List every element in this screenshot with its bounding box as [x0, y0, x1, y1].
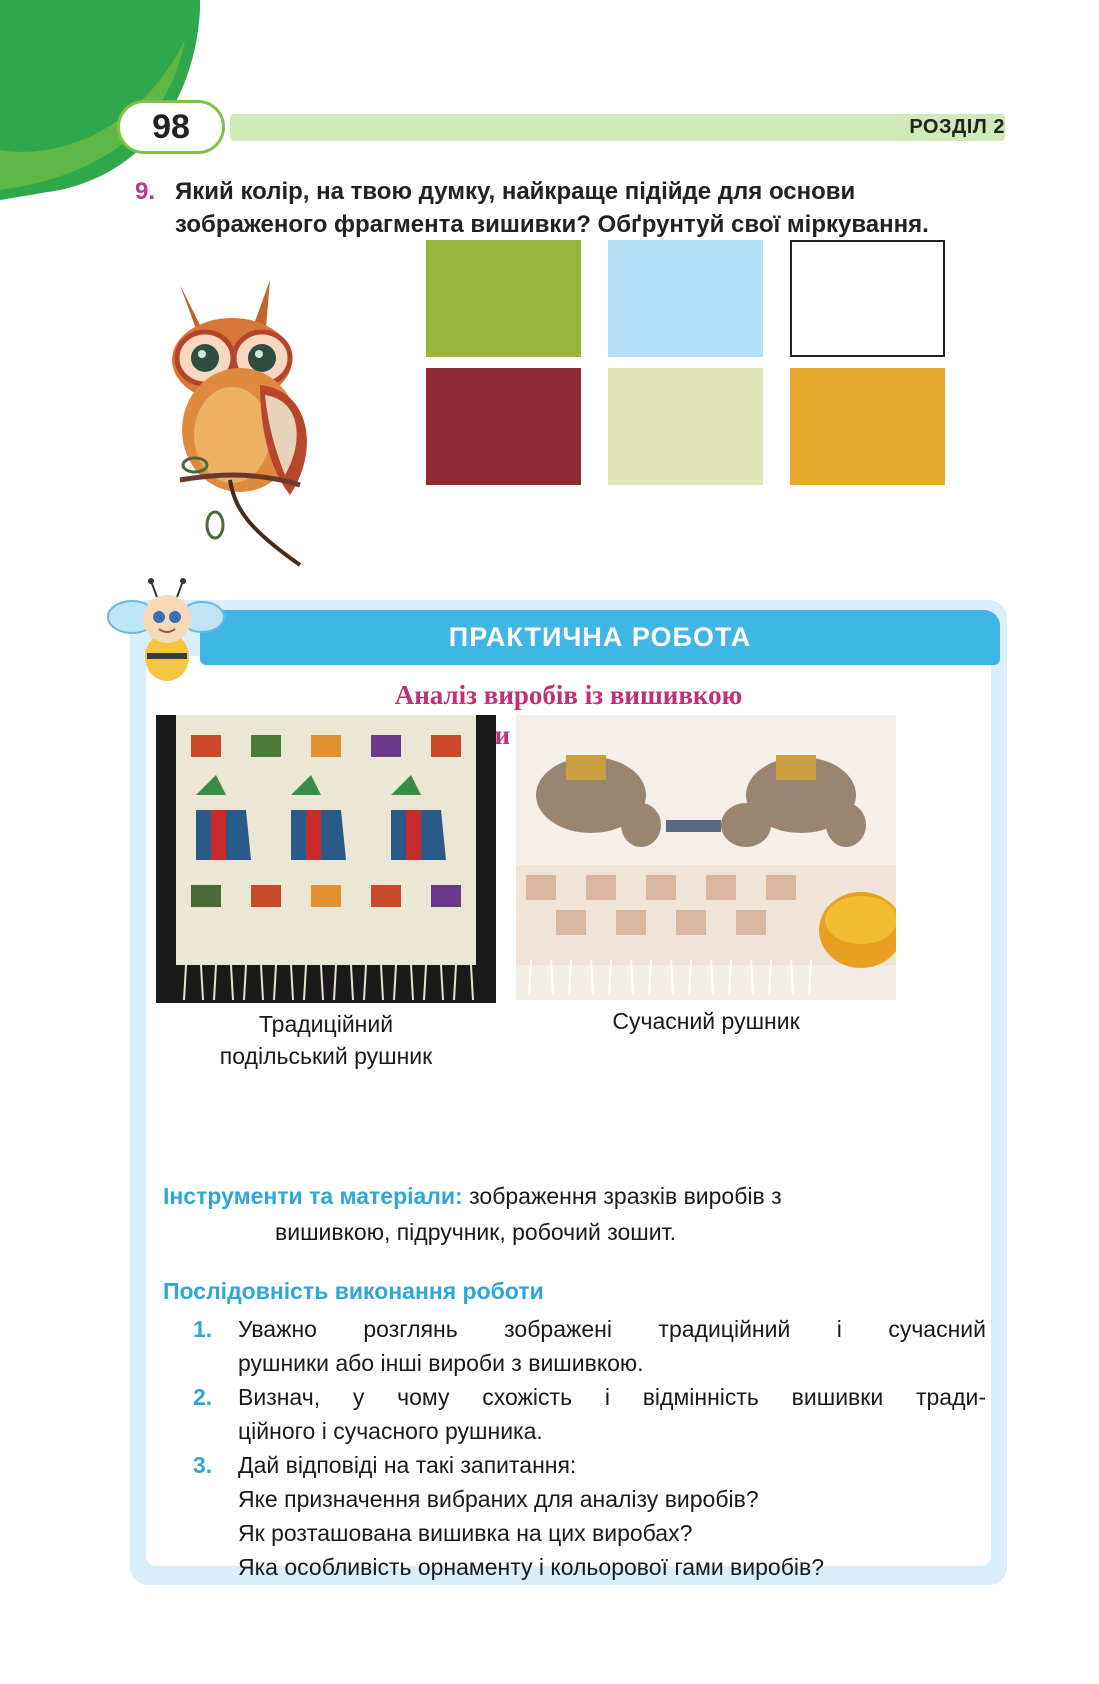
- caption-traditional-towel: [156, 1008, 496, 1072]
- step-line: ційного і сучасного рушника.: [238, 1418, 543, 1444]
- step-3: [193, 1448, 986, 1584]
- question-text: Який колір, на твою думку, найкраще підійде для основи зображеного фрагмента вишивки? Обґрунтуй свої міркування.: [175, 178, 929, 238]
- caption-traditional-line-2: подільський рушник: [219, 1043, 433, 1069]
- sequence-title: Послідовність виконання роботи: [163, 1278, 544, 1304]
- tools-label: Інструменти та матеріали:: [163, 1183, 463, 1209]
- color-swatch-orange: [790, 368, 945, 485]
- owl-embroidery-image: [170, 280, 340, 570]
- subtitle-line-1: Аналіз виробів із вишивкою: [394, 680, 743, 710]
- question-number: 9.: [135, 178, 156, 205]
- step-line: Яка особливість орнаменту і кольорової гами виробів?: [238, 1554, 824, 1580]
- color-swatch-pale-green: [608, 368, 763, 485]
- step-line: Визнач, у чому схожість і відмінність вишивки тради-: [238, 1384, 986, 1410]
- page-number: 98: [117, 100, 225, 154]
- tools-text-2: вишивкою, підручник, робочий зошит.: [275, 1219, 676, 1245]
- step-line: Яке призначення вибраних для аналізу виробів?: [238, 1486, 759, 1512]
- bee-mascot-icon: [107, 577, 225, 687]
- color-swatch-light-blue: [608, 240, 763, 357]
- header-bar: [230, 114, 1005, 141]
- step-2: [193, 1380, 986, 1448]
- color-swatch-green: [426, 240, 581, 357]
- color-swatch-white: [790, 240, 945, 357]
- tools-and-materials: [163, 1178, 985, 1250]
- steps-list: [193, 1312, 986, 1584]
- caption-modern-towel: Сучасний рушник: [612, 1008, 800, 1034]
- traditional-towel-photo: [156, 715, 496, 1003]
- modern-towel-photo: [516, 715, 896, 1000]
- step-number: 2.: [193, 1384, 213, 1410]
- step-line: Дай відповіді на такі запитання:: [238, 1452, 577, 1478]
- color-swatch-burgundy: [426, 368, 581, 485]
- step-1: [193, 1312, 986, 1380]
- step-line: рушники або інші вироби з вишивкою.: [238, 1350, 644, 1376]
- tools-text-1: зображення зразків виробів з: [462, 1183, 782, 1209]
- section-label: РОЗДІЛ 2: [909, 116, 1005, 138]
- question-9: [135, 175, 1005, 241]
- step-line: Як розташована вишивка на цих виробах?: [238, 1520, 693, 1546]
- step-number: 3.: [193, 1452, 213, 1478]
- step-number: 1.: [193, 1316, 213, 1342]
- step-line: Уважно розглянь зображені традиційний і сучасний: [238, 1316, 986, 1342]
- practical-work-title: ПРАКТИЧНА РОБОТА: [448, 622, 752, 652]
- caption-traditional-line-1: Традиційний: [258, 1011, 394, 1037]
